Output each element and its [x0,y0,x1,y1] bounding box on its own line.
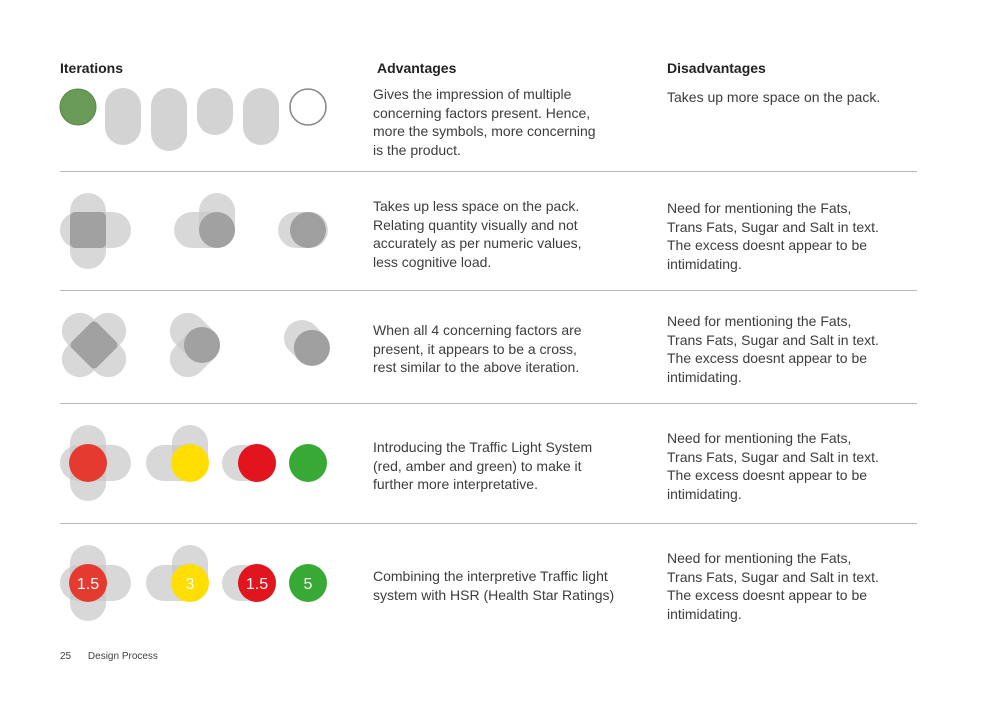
green-circle-symbol [289,444,327,482]
rating-label: 5 [303,576,313,593]
empty-circle-symbol [290,89,326,125]
cross-symbol [60,193,131,269]
row-3-iterations [52,308,352,384]
text-line: (red, amber and green) to make it [373,457,582,474]
gray-pill-1 [105,88,141,145]
row-divider [60,403,917,404]
text-line: Trans Fats, Sugar and Salt in text. [667,448,879,465]
row-5-disadvantages [667,549,879,623]
page-footer [60,651,172,662]
diagonal-cross-symbol [40,291,147,398]
green-symbol [60,89,96,125]
gray-pill-2 [151,88,187,151]
row-4-symbols [52,423,352,505]
row-divider [60,171,917,172]
row-4-advantages [373,438,592,494]
diagonal-t-symbol [148,305,227,384]
t-symbol [174,193,235,248]
text-line: present, it appears to be a cross, [373,340,577,357]
text-line: The excess doesnt appear to be [667,237,868,253]
text-line: Introducing the Traffic Light System [373,439,593,455]
red-pill-rating-symbol [222,564,276,602]
text-line: intimidating. [667,368,742,385]
header-disadvantages: Disadvantages [667,60,766,76]
red-cross-rating-symbol [60,545,131,621]
gray-pill-4 [243,88,279,145]
row-5-symbols [52,543,352,625]
row-3-symbols [52,308,352,384]
text-line: Need for mentioning the Fats, [667,313,852,329]
row-2-advantages [373,197,582,271]
text-line: Combining the interpretive Traffic light [373,568,608,584]
page-number: 25 [60,651,72,662]
text-line: Relating quantity visually and not [373,216,578,233]
section-title: Design Process [87,651,158,662]
text-line: is the product. [373,141,461,158]
red-cross-symbol [60,425,131,501]
row-1-disadvantages [667,88,880,107]
diagonal-pill-symbol [277,313,338,374]
text-line: Takes up less space on the pack. [373,198,580,214]
text-line: intimidating. [667,605,742,622]
row-1-symbols [52,82,352,157]
rating-label: 1.5 [76,576,100,593]
row-divider [60,290,917,291]
row-2-disadvantages [667,199,879,273]
text-line: Trans Fats, Sugar and Salt in text. [667,218,879,235]
header-iterations: Iterations [60,60,124,76]
row-3-disadvantages [667,312,879,386]
green-circle-rating-symbol [289,564,327,602]
row-5-advantages [373,567,614,604]
row-1-iterations [52,82,352,157]
text-line: Need for mentioning the Fats, [667,430,852,446]
row-2-symbols [52,190,352,272]
text-line: The excess doesnt appear to be [667,467,868,483]
amber-t-rating-symbol [146,545,209,602]
text-line: Trans Fats, Sugar and Salt in text. [667,568,879,585]
amber-t-symbol [146,425,209,482]
row-2-iterations [52,190,352,272]
text-line: rest similar to the above iteration. [373,359,580,375]
row-divider [60,523,917,524]
text-line: less cognitive load. [373,253,492,270]
text-line: Gives the impression of multiple [373,86,572,102]
text-line: intimidating. [667,255,742,272]
row-3-advantages [373,321,582,377]
row-1-advantages [373,85,596,159]
text-line: further more interpretative. [373,476,538,492]
text-line: more the symbols, more concerning [373,123,596,139]
red-pill-symbol [222,444,276,482]
row-4-iterations [52,423,352,505]
text-line: concerning factors present. Hence, [373,104,591,121]
row-4-disadvantages [667,429,879,503]
text-line: accurately as per numeric values, [373,235,582,251]
gray-pill-3 [197,88,233,135]
row-5-iterations [52,543,352,625]
text-line: Trans Fats, Sugar and Salt in text. [667,331,879,348]
text-line: system with HSR (Health Star Ratings) [373,586,615,603]
header-advantages: Advantages [377,60,457,76]
pill-symbol [278,212,328,248]
text-line: Need for mentioning the Fats, [667,200,852,216]
text-line: Need for mentioning the Fats, [667,550,852,566]
text-line: The excess doesnt appear to be [667,350,868,366]
text-line: When all 4 concerning factors are [373,322,582,338]
rating-label: 1.5 [245,576,269,593]
text-line: intimidating. [667,485,742,502]
text-line: The excess doesnt appear to be [667,587,868,603]
rating-label: 3 [185,576,195,593]
text-line: Takes up more space on the pack. [667,89,881,105]
